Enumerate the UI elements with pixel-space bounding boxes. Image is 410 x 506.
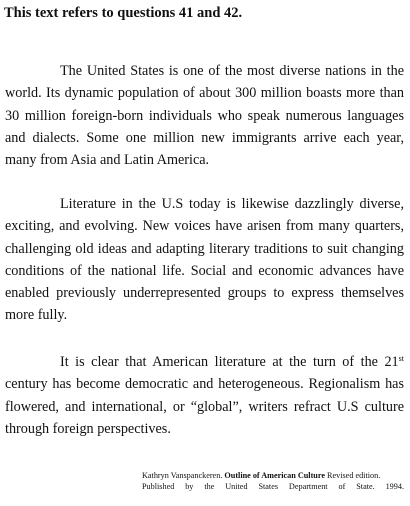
citation-line-1: [142, 470, 404, 481]
passage-heading: This text refers to questions 41 and 42.: [4, 5, 243, 21]
paragraph-3: [5, 351, 404, 440]
ordinal-suffix: st: [398, 354, 404, 363]
citation-publisher: Published by the United States Department of State. 1994.: [142, 482, 404, 491]
paragraph-3-text-end: century has become democratic and heterogeneous. Regionalism has flowered, and international, or “global”, writers refract U.S culture through foreign perspectives.: [5, 376, 404, 437]
paragraph-2: Literature in the U.S today is likewise dazzlingly diverse, exciting, and evolving. New voices have arisen from many quarters, challenging old ideas and adapting literary traditions to suit changing conditions of the national life. Social and economic advances have enabled previously underrepresented groups to express themselves more fully.: [5, 196, 404, 324]
citation-author: Kathryn Vanspanckeren.: [142, 471, 223, 480]
paragraph-1: The United States is one of the most diverse nations in the world. Its dynamic population of about 300 million boasts more than 30 million foreign-born individuals who speak numerous languages and dialects. Some one million new immigrants arrive each year, many from Asia and Latin America.: [5, 63, 404, 169]
source-citation: [142, 470, 404, 492]
citation-edition: Revised edition.: [327, 471, 381, 480]
paragraph-3-text-start: It is clear that American literature at the turn of the 21: [60, 354, 399, 370]
citation-title: Outline of American Culture: [224, 471, 325, 480]
